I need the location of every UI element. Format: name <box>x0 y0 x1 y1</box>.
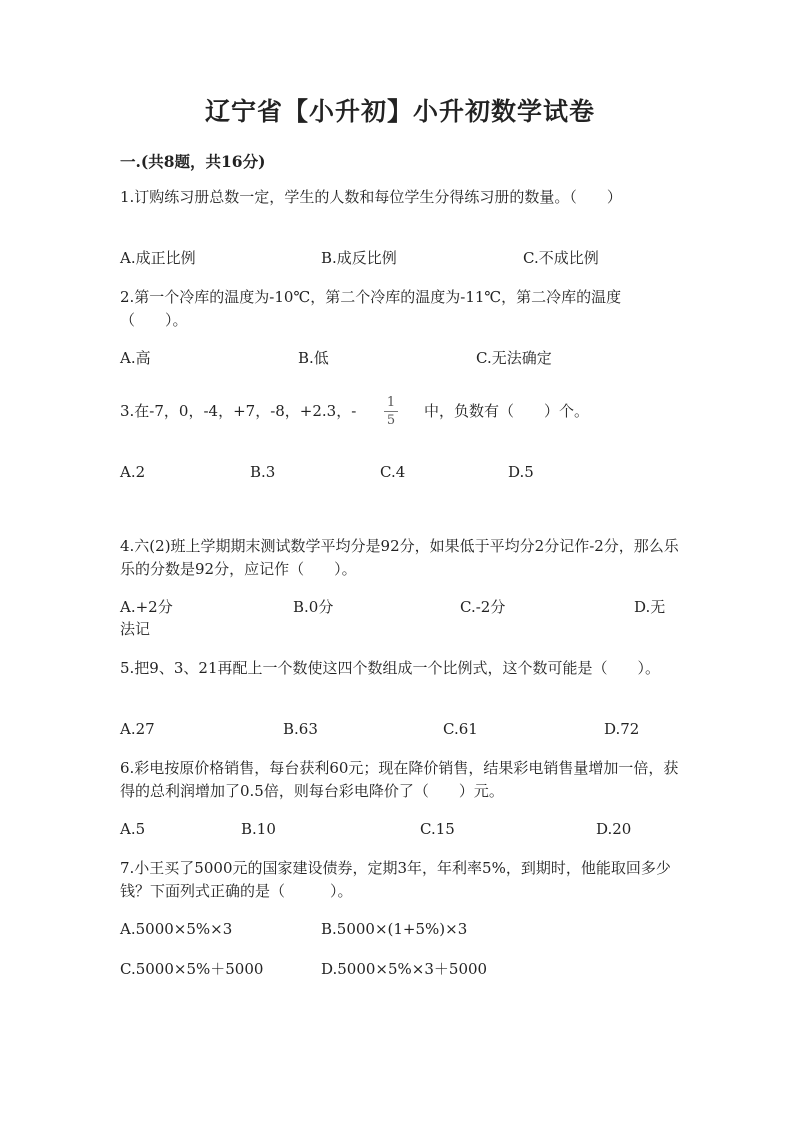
q7-option-b[interactable]: B.5000×(1+5%)×3 <box>321 920 468 938</box>
question-6: 6.彩电按原价格销售，每台获利60元；现在降价销售，结果彩电销售量增加一倍，获得的总利润增加了0.5倍，则每台彩电降价了（ ）元。 <box>120 759 679 800</box>
q4-option-b[interactable]: B.0分 <box>293 598 334 616</box>
q6-option-a[interactable]: A.5 <box>120 820 146 838</box>
q6-option-c[interactable]: C.15 <box>420 820 455 838</box>
q4-option-c[interactable]: C.-2分 <box>460 598 506 616</box>
fraction-bar <box>384 411 398 412</box>
q5-option-c[interactable]: C.61 <box>443 720 478 738</box>
question-3-prefix: 3.在-7，0，-4，+7，-8，+2.3，- <box>120 402 357 420</box>
question-1: 1.订购练习册总数一定，学生的人数和每位学生分得练习册的数量。（ ） <box>120 188 622 206</box>
q6-option-b[interactable]: B.10 <box>241 820 276 838</box>
q3-option-b[interactable]: B.3 <box>250 463 276 481</box>
q2-option-b[interactable]: B.低 <box>298 349 329 367</box>
page-title: 辽宁省【小升初】小升初数学试卷 <box>204 97 595 126</box>
q5-option-d[interactable]: D.72 <box>604 720 640 738</box>
fraction-denominator: 5 <box>386 413 396 428</box>
q2-option-c[interactable]: C.无法确定 <box>476 349 552 367</box>
q3-option-a[interactable]: A.2 <box>120 463 146 481</box>
q7-option-d[interactable]: D.5000×5%×3＋5000 <box>321 960 488 978</box>
fraction-one-fifth <box>384 395 398 428</box>
q7-option-c[interactable]: C.5000×5%＋5000 <box>120 960 264 978</box>
q6-option-d[interactable]: D.20 <box>596 820 632 838</box>
q4-option-a[interactable]: A.+2分 <box>120 598 173 616</box>
q1-option-b[interactable]: B.成反比例 <box>321 249 397 267</box>
q1-option-a[interactable]: A.成正比例 <box>120 249 196 267</box>
q5-option-b[interactable]: B.63 <box>283 720 318 738</box>
q1-option-c[interactable]: C.不成比例 <box>523 249 599 267</box>
question-3-suffix: 中，负数有（ ）个。 <box>424 402 590 420</box>
question-4: 4.六(2)班上学期期末测试数学平均分是92分，如果低于平均分2分记作-2分，那么乐乐的分数是92分，应记作（ ）。 <box>120 537 679 578</box>
q3-option-d[interactable]: D.5 <box>508 463 534 481</box>
q7-option-a[interactable]: A.5000×5%×3 <box>120 920 233 938</box>
q5-option-a[interactable]: A.27 <box>120 720 155 738</box>
q4-option-d-wrap: 法记 <box>120 620 151 638</box>
question-7: 7.小王买了5000元的国家建设债券，定期3年，年利率5%，到期时，他能取回多少钱？下面列式正确的是（ ）。 <box>120 859 671 900</box>
question-5: 5.把9、3、21再配上一个数使这四个数组成一个比例式，这个数可能是（ ）。 <box>120 659 660 677</box>
q2-option-a[interactable]: A.高 <box>120 349 151 367</box>
fraction-numerator: 1 <box>386 395 396 410</box>
q3-option-c[interactable]: C.4 <box>380 463 406 481</box>
q4-option-d[interactable]: D.无 <box>634 598 666 616</box>
section-heading: 一.(共8题，共16分) <box>120 152 266 171</box>
question-2: 2.第一个冷库的温度为-10℃，第二个冷库的温度为-11℃，第二冷库的温度（ ）。 <box>120 288 622 329</box>
